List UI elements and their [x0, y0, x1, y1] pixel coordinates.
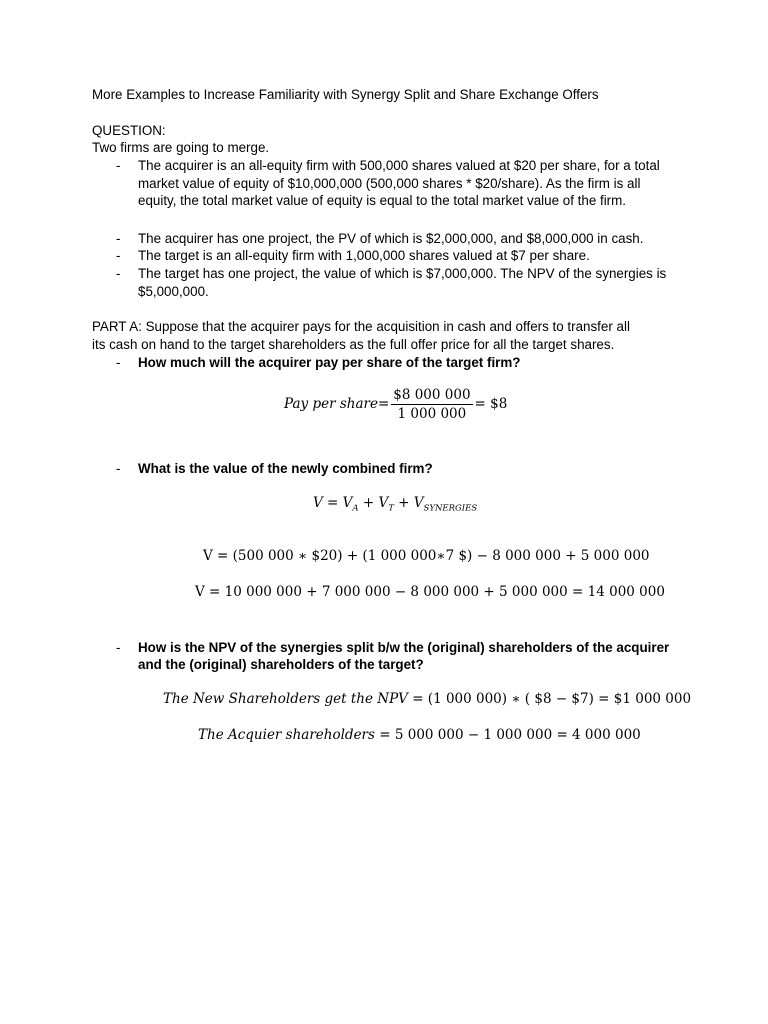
question-bullet-3: The target is an all-equity firm with 1,000,000 shares valued at $7 per share.: [138, 248, 590, 263]
part-a-question-2: What is the value of the newly combined firm?: [138, 461, 433, 476]
value-equation-result: V = 10 000 000 + 7 000 000 − 8 000 000 + 5 000 000 = 14 000 000: [195, 584, 665, 600]
part-a-text-line-1: PART A: Suppose that the acquirer pays for the acquisition in cash and offers to transfer all: [92, 319, 630, 334]
question-intro: Two firms are going to merge.: [92, 140, 270, 155]
bullet-dash: -: [116, 158, 121, 173]
bullet-dash: -: [116, 461, 121, 476]
document-title: More Examples to Increase Familiarity with Synergy Split and Share Exchange Offers: [92, 87, 599, 102]
fraction-denominator: 1 000 000: [397, 406, 467, 422]
subscript-a: A: [352, 503, 359, 514]
question-label: QUESTION:: [92, 123, 166, 138]
subscript-synergies: SYNERGIES: [423, 503, 478, 514]
bullet-dash: -: [116, 266, 121, 281]
v-symbol: V: [413, 495, 424, 511]
part-a-text-line-2: its cash on hand to the target shareholders as the full offer price for all the target shares.: [92, 337, 615, 352]
question-bullet-4: The target has one project, the value of which is $7,000,000. The NPV of the synergies is $5,000,000.: [138, 266, 667, 299]
pay-per-share-equation: Pay per share= $\frac{\$8 000 000}{1 000 000}$ = $8: [284, 387, 508, 422]
equation-rest: = 5 000 000 − 1 000 000 = 4 000 000: [374, 727, 641, 743]
part-a-question-1: How much will the acquirer pay per share of the target firm?: [138, 355, 521, 370]
acquirer-shareholders-equation: [198, 727, 641, 743]
bullet-dash: -: [116, 640, 121, 655]
v-symbol: V: [313, 495, 323, 511]
part-a-question-3-line-2: and the (original) shareholders of the target?: [138, 657, 424, 672]
v-symbol: V: [378, 495, 389, 511]
fraction: [391, 387, 472, 422]
bullet-dash: -: [116, 355, 121, 370]
subscript-t: T: [388, 503, 394, 514]
bullet-dash: -: [116, 231, 121, 246]
equation-lhs: Pay per share: [284, 396, 378, 412]
value-equation-substituted: V = (500 000 ∗ $20) + (1 000 000∗7 $) − 8 000 000 + 5 000 000: [203, 548, 650, 564]
new-shareholders-npv-equation: [163, 691, 691, 707]
equation-rhs: = $8: [474, 396, 508, 412]
question-bullet-1: The acquirer is an all-equity firm with 500,000 shares valued at $20 per share, for a total market value of equity of $10,000,000 (500,000 shares * $20/share). As the firm is all equity, the total market value of equity is equal to the total market value of the firm.: [138, 158, 660, 209]
equation-words: The Acquier shareholders: [198, 727, 375, 743]
question-bullet-2: The acquirer has one project, the PV of which is $2,000,000, and $8,000,000 in cash.: [138, 231, 644, 246]
part-a-question-3-line-1: How is the NPV of the synergies split b/w the (original) shareholders of the acquirer: [138, 640, 670, 655]
v-symbol: V: [342, 495, 353, 511]
bullet-dash: -: [116, 248, 121, 263]
fraction-numerator: $8 000 000: [393, 387, 471, 403]
equation-rest: = (1 000 000) ∗ ( $8 − $7) = $1 000 000: [407, 691, 692, 707]
value-equation-symbolic: $V = V_A + V_T + V_{SYNERGIES}$: [313, 495, 478, 514]
equation-words: The New Shareholders get the NPV: [163, 691, 408, 707]
